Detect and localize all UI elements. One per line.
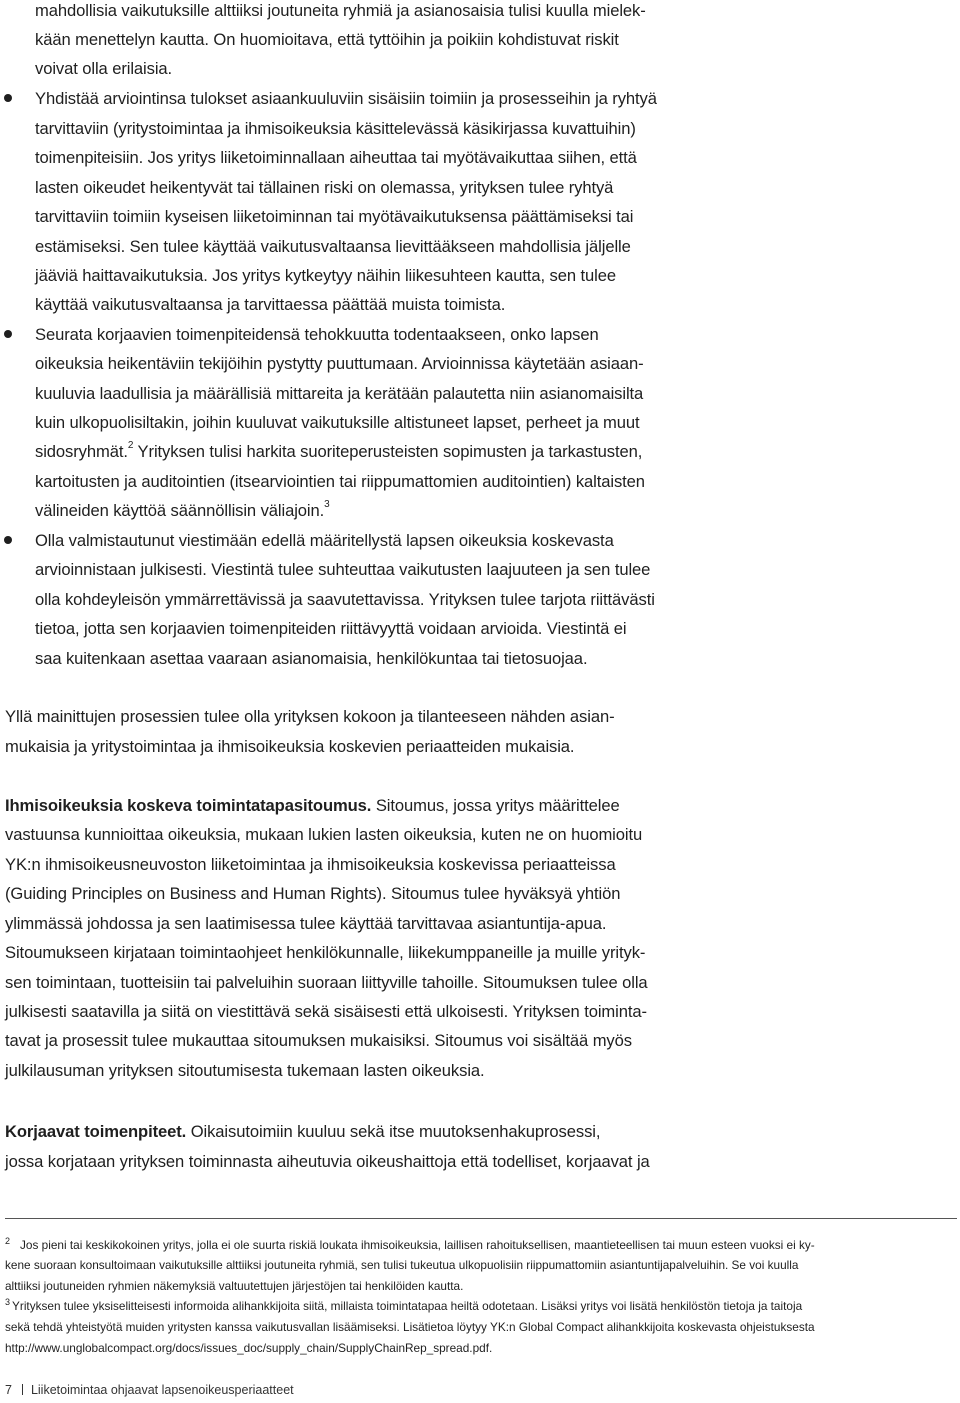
text-segment: Sitoumus, jossa yritys määrittelee [371,796,620,815]
bullet-2-line: kuin ulkopuolisiltakin, joihin kuuluvat vaikutuksille altistuneet lapset, perheet ja muut [35,413,640,432]
footnote-ref-2[interactable]: 2 [127,440,134,452]
text-segment: sidosryhmät. [35,442,128,461]
footnote-number: 2 [5,1236,11,1247]
paragraph-line: sen toimintaan, tuotteisiin tai palveluihin suoraan liittyville tahoille. Sitoumuksen tulee olla [5,973,648,992]
footer-separator [22,1384,23,1395]
paragraph-line: vastuunsa kunnioittaa oikeuksia, mukaan lukien lasten oikeuksia, kuten ne on huomioitu [5,825,643,844]
footnote-2-line: kene suoraan konsultoimaan vaikutuksille alttiiksi joutuneita ryhmiä, sen tulisi tukeutua ulkopuolisiin riippumattomiin asiantuntijapalveluihin. Se voi kuulla [5,1258,799,1272]
bullet-1-line: käyttää vaikutusvaltaansa ja tarvittaessa päättää muista toimista. [35,295,506,314]
paragraph-line: jossa korjataan yrityksen toiminnasta aiheutuvia oikeushaittoja että todelliset, korjaavat ja [5,1152,650,1171]
bullet-2-line [35,496,330,526]
text-segment: Yrityksen tulisi harkita suoriteperusteisten sopimusten ja tarkastusten, [133,442,643,461]
bullet-1-line: tarvittaviin toimiin kyseisen liiketoiminnan tai myötävaikutuksensa päättämiseksi tai [35,207,634,226]
intro-line: kään menettelyn kautta. On huomioitava, että tyttöihin ja poikiin kohdistuvat riskit [35,30,619,49]
bullet-3-line: tietoa, jotta sen korjaavien toimenpiteiden riittävyyttä voidaan arvioida. Viestintä ei [35,619,627,638]
paragraph-line: (Guiding Principles on Business and Human Rights). Sitoumus tulee hyväksyä yhtiön [5,884,621,903]
footnote-2 [5,1235,815,1256]
text-segment: Oikaisutoimiin kuuluu sekä itse muutoksenhakuprosessi, [186,1122,601,1141]
bullet-1-line: toimenpiteisiin. Jos yritys liiketoiminnallaan aiheuttaa tai myötävaikuttaa siihen, että [35,148,637,167]
bullet-2-line: Seurata korjaavien toimenpiteidensä tehokkuutta todentaakseen, onko lapsen [35,325,599,344]
bullet-2-line: oikeuksia heikentäviin tekijöihin pystytty puuttumaan. Arvioinnissa käytetään asiaan- [35,354,644,373]
paragraph-line: julkilausuman yrityksen sitoutumisesta tukemaan lasten oikeuksia. [5,1061,485,1080]
footnote-2-line: alttiiksi joutuneiden ryhmien näkemyksiä valtuutettujen järjestöjen tai henkilöiden kautta. [5,1279,464,1293]
paragraph-line: Yllä mainittujen prosessien tulee olla yrityksen kokoon ja tilanteeseen nähden asian- [5,707,615,726]
bullet-3-line: saa kuitenkaan asettaa vaaraan asianomaisia, henkilökuntaa tai tietosuojaa. [35,649,588,668]
footnote-3 [5,1296,802,1317]
bullet-1-line: lasten oikeudet heikentyvät tai tällainen riski on olemassa, yrityksen tulee ryhtyä [35,178,614,197]
page-number: 7 [5,1383,12,1397]
footnote-divider [5,1218,957,1219]
bullet-dot [4,94,12,102]
footnote-number: 3 [5,1297,11,1308]
paragraph-line: ylimmässä johdossa ja sen laatimisessa tulee käyttää tarvittavaa asiantuntija-apua. [5,914,607,933]
intro-line: voivat olla erilaisia. [35,59,173,78]
bullet-1-line: jääviä haittavaikutuksia. Jos yritys kytkeytyy näihin liikesuhteen kautta, sen tulee [35,266,616,285]
footnote-text: Jos pieni tai keskikokoinen yritys, jolla ei ole suurta riskiä loukata ihmisoikeuksia, laillisen rahoituksellisen, maantieteellisen tai muun esteen vuoksi ei ky- [20,1238,815,1252]
footnote-3-link[interactable]: http://www.unglobalcompact.org/docs/issues_doc/supply_chain/SupplyChainRep_spread.pdf. [5,1341,493,1355]
bullet-3-line: olla kohdeyleisön ymmärrettävissä ja saavutettavissa. Yrityksen tulee tarjota riittävästi [35,590,655,609]
paragraph-line [5,1117,600,1147]
bullet-2-line: kartoitusten ja auditointien (itsearviointien tai riippumattomien auditointien) kaltaisten [35,472,645,491]
paragraph-line: tavat ja prosessit tulee mukauttaa sitoumuksen mukaisiksi. Sitoumus voi sisältää myös [5,1031,632,1050]
footnote-3-line: sekä tehdä yhteistyötä muiden yritysten kanssa vaikutusvallan lisäämiseksi. Lisätietoa löytyy YK:n Global Compact alihankkijoita koskevasta ohjeistuksesta [5,1320,815,1334]
paragraph-line: julkisesti saatavilla ja siitä on viestittävä sekä sisäisesti että ulkoisesti. Yrityksen toiminta- [5,1002,647,1021]
bullet-dot [4,330,12,338]
text-segment: välineiden käyttöä säännöllisin väliajoin. [35,501,325,520]
intro-line: mahdollisia vaikutuksille alttiiksi joutuneita ryhmiä ja asianosaisia tulisi kuulla mielek- [35,1,646,20]
bullet-1-line: Yhdistää arviointinsa tulokset asiaankuuluviin sisäisiin toimiin ja prosesseihin ja ryhtyä [35,89,657,108]
footnote-text: Yrityksen tulee yksiselitteisesti informoida alihankkijoita siitä, millaista toimintatapaa heiltä odotetaan. Lisäksi yritys voi lisätä henkilöstön tietoja ja taitoja [12,1299,803,1313]
page-footer [5,1382,294,1398]
section-heading: Ihmisoikeuksia koskeva toimintatapasitoumus. [5,796,372,815]
bullet-1-line: tarvittaviin (yritystoimintaa ja ihmisoikeuksia käsittelevässä käsikirjassa kuvattuihin) [35,119,636,138]
paragraph-line: mukaisia ja yritystoimintaa ja ihmisoikeuksia koskevien periaatteiden mukaisia. [5,737,575,756]
paragraph-line [5,791,620,821]
footnote-ref-3[interactable]: 3 [324,499,330,511]
bullet-1-line: estämiseksi. Sen tulee käyttää vaikutusvaltaansa lievittääkseen mahdollisia jäljelle [35,237,631,256]
paragraph-line: YK:n ihmisoikeusneuvoston liiketoimintaa ja ihmisoikeuksia koskevissa periaatteissa [5,855,616,874]
bullet-2-line [35,437,642,467]
bullet-2-line: kuuluvia laadullisia ja määrällisiä mittareita ja kerätään palautetta niin asianomaisilta [35,384,644,403]
bullet-3-line: arvioinnistaan julkisesti. Viestintä tulee suhteuttaa vaikutusten laajuuteen ja sen tulee [35,560,651,579]
section-heading: Korjaavat toimenpiteet. [5,1122,187,1141]
bullet-dot [4,536,12,544]
paragraph-line: Sitoumukseen kirjataan toimintaohjeet henkilökunnalle, liikekumppaneille ja muille yrityk- [5,943,646,962]
bullet-3-line: Olla valmistautunut viestimään edellä määritellystä lapsen oikeuksia koskevasta [35,531,614,550]
footer-title: Liiketoimintaa ohjaavat lapsenoikeusperiaatteet [30,1383,294,1397]
